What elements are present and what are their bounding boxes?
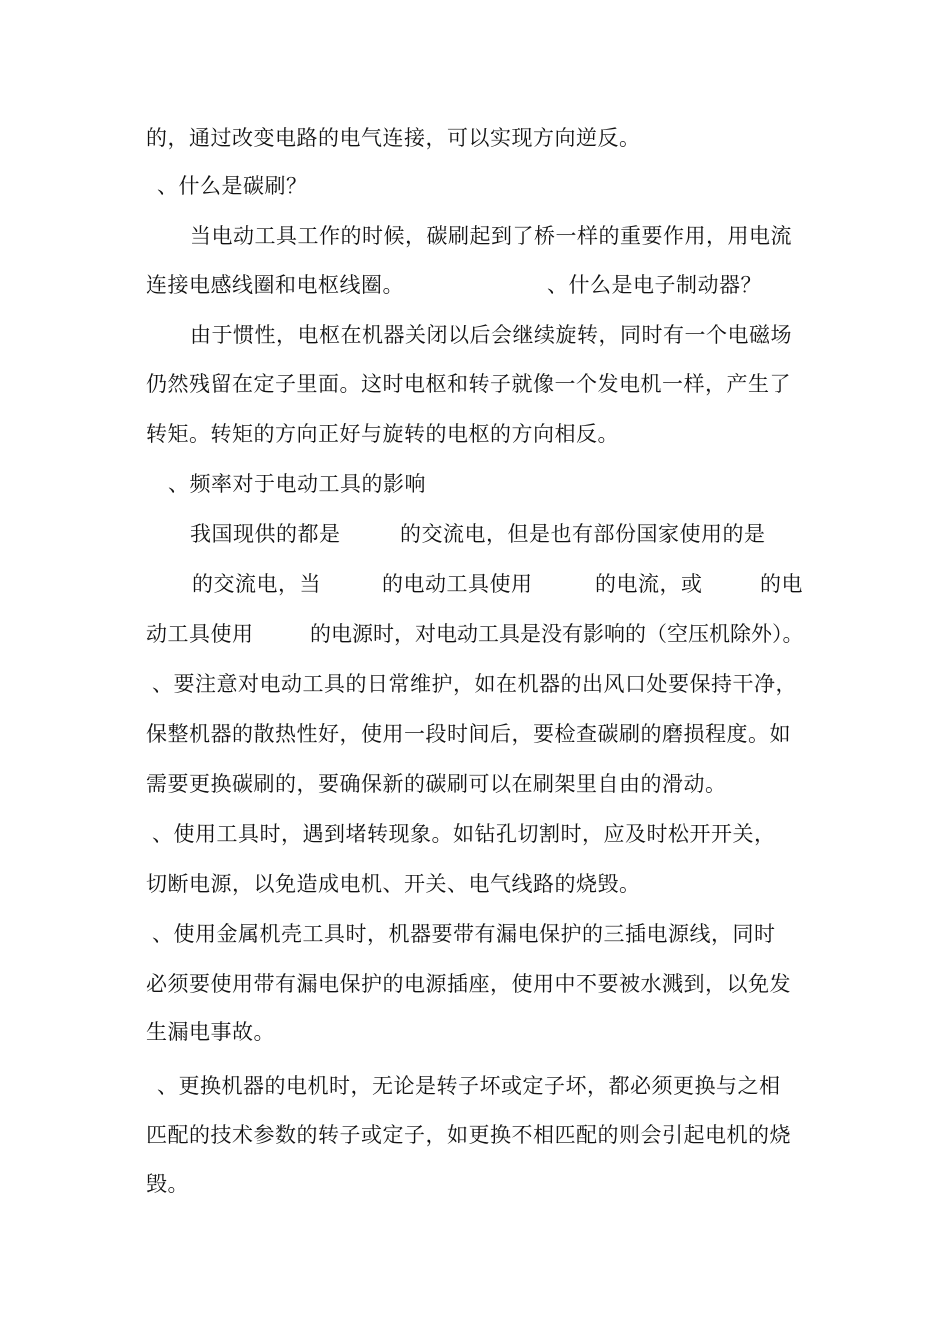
text-line: 当电动工具工作的时候，碳刷起到了桥一样的重要作用，用电流 [190, 224, 792, 248]
text-fragment: 的交流电，当 [192, 572, 321, 596]
section-heading: 、要注意对电动工具的日常维护，如在机器的出风口处要保持干净， [152, 672, 797, 696]
text-fragment: 的电 [760, 572, 803, 596]
text-line: 转矩。转矩的方向正好与旋转的电枢的方向相反。 [146, 422, 619, 446]
text-line: 必须要使用带有漏电保护的电源插座，使用中不要被水溅到，以免发 [146, 972, 791, 996]
text-line: 保整机器的散热性好，使用一段时间后，要检查碳刷的磨损程度。如 [146, 722, 791, 746]
text-line: 由于惯性，电枢在机器关闭以后会继续旋转，同时有一个电磁场 [190, 323, 792, 347]
text-line: 需要更换碳刷的，要确保新的碳刷可以在刷架里自由的滑动。 [146, 772, 727, 796]
text-fragment: 的交流电，但是也有部份国家使用的是 [400, 522, 766, 546]
text-fragment: 我国现供的都是 [190, 522, 341, 546]
text-line: 毁。 [146, 1172, 189, 1196]
text-line: 仍然残留在定子里面。这时电枢和转子就像一个发电机一样，产生了 [146, 372, 791, 396]
text-fragment: 的电源时，对电动工具是没有影响的（空压机除外）。 [310, 622, 804, 646]
section-heading: 、什么是碳刷？ [157, 174, 308, 198]
text-line: 生漏电事故。 [146, 1020, 275, 1044]
text-fragment: 的电动工具使用 [382, 572, 533, 596]
section-heading: 、更换机器的电机时，无论是转子坏或定子坏，都必须更换与之相 [157, 1074, 781, 1098]
section-heading: 、频率对于电动工具的影响 [168, 472, 426, 496]
text-fragment: 动工具使用 [146, 622, 254, 646]
section-heading: 、使用工具时，遇到堵转现象。如钻孔切割时，应及时松开开关， [152, 822, 776, 846]
text-fragment: 的电流，或 [595, 572, 703, 596]
text-line: 的，通过改变电路的电气连接，可以实现方向逆反。 [146, 126, 641, 150]
text-line: 切断电源，以免造成电机、开关、电气线路的烧毁。 [146, 872, 641, 896]
section-heading: 、什么是电子制动器？ [547, 273, 762, 297]
text-line: 连接电感线圈和电枢线圈。 [146, 273, 404, 297]
text-line: 匹配的技术参数的转子或定子，如更换不相匹配的则会引起电机的烧 [146, 1123, 791, 1147]
section-heading: 、使用金属机壳工具时，机器要带有漏电保护的三插电源线，同时 [152, 922, 776, 946]
